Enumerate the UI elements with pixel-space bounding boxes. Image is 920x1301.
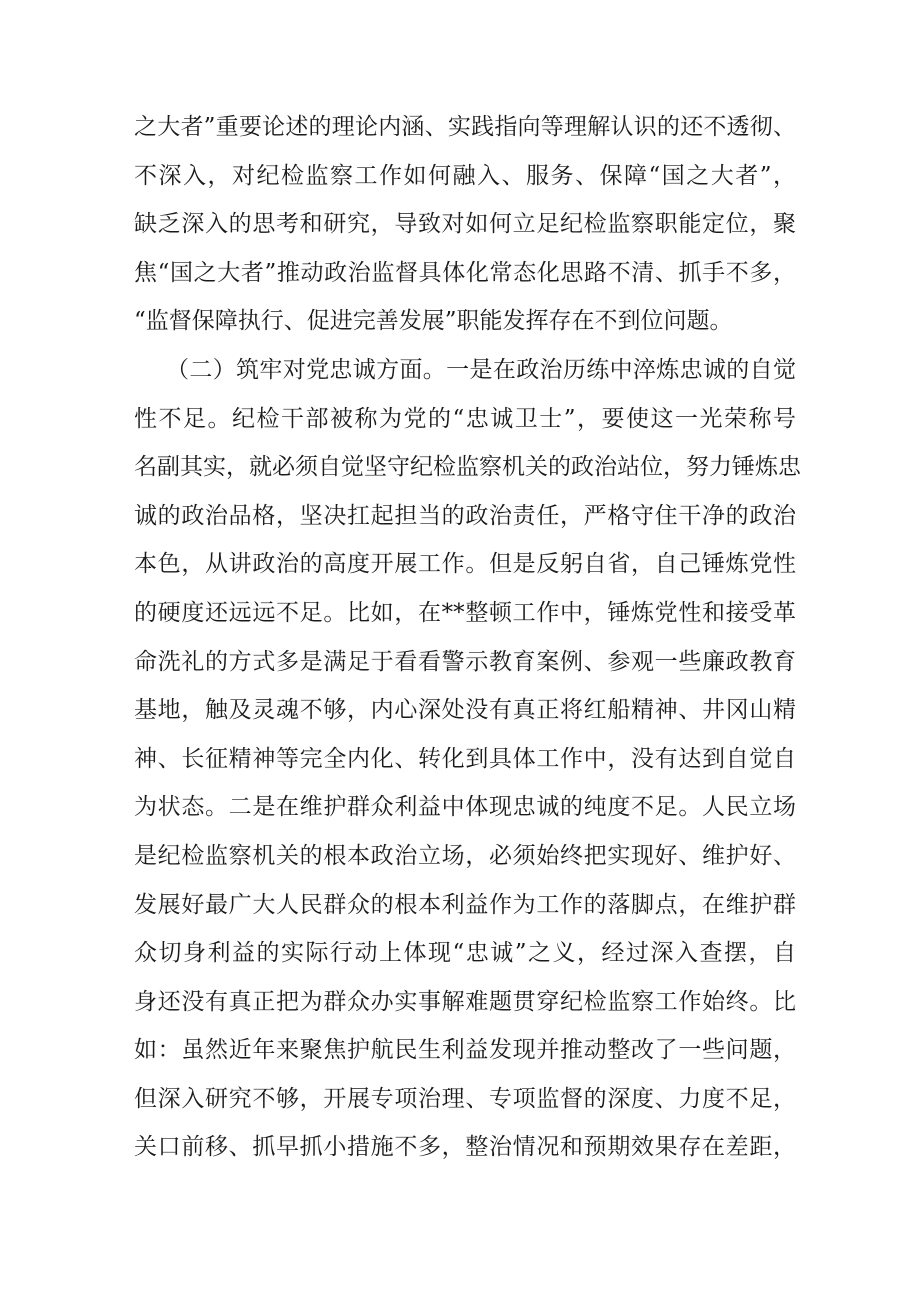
text-line: 名副其实，就必须自觉坚守纪检监察机关的政治站位，努力锤炼忠 [134, 454, 801, 481]
text-line: 是纪检监察机关的根本政治立场，必须始终把实现好、维护好、 [134, 842, 796, 869]
text-line: 焦“国之大者”推动政治监督具体化常态化思路不清、抓手不多， [134, 259, 796, 286]
text-line: 为状态。二是在维护群众利益中体现忠诚的纯度不足。人民立场 [134, 794, 796, 821]
text-line: 发展好最广大人民群众的根本利益作为工作的落脚点，在维护群 [134, 891, 796, 918]
text-line: 缺乏深入的思考和研究，导致对如何立足纪检监察职能定位，聚 [134, 211, 796, 238]
section-heading-line: （二）筑牢对党忠诚方面。一是在政治历练中淬炼忠诚的自觉 [166, 356, 796, 383]
text-line: 诚的政治品格，坚决扛起担当的政治责任，严格守住干净的政治 [134, 502, 796, 529]
text-line: 身还没有真正把为群众办实事解难题贯穿纪检监察工作始终。比 [134, 988, 796, 1015]
text-line: 基地，触及灵魂不够，内心深处没有真正将红船精神、井冈山精 [134, 697, 796, 724]
text-line: 性不足。纪检干部被称为党的“忠诚卫士”，要使这一光荣称号 [134, 405, 796, 432]
text-line: 本色，从讲政治的高度开展工作。但是反躬自省，自己锤炼党性 [134, 551, 796, 578]
text-line: 神、长征精神等完全内化、转化到具体工作中，没有达到自觉自 [134, 745, 796, 772]
text-line: “监督保障执行、促进完善发展”职能发挥存在不到位问题。 [134, 308, 733, 335]
text-line: 但深入研究不够，开展专项治理、专项监督的深度、力度不足， [134, 1085, 796, 1112]
text-line: 命洗礼的方式多是满足于看看警示教育案例、参观一些廉政教育 [134, 648, 796, 675]
text-line: 不深入，对纪检监察工作如何融入、服务、保障“国之大者”， [134, 162, 796, 189]
text-line: 的硬度还远远不足。比如，在**整顿工作中，锤炼党性和接受革 [134, 599, 796, 626]
body-text [134, 103, 801, 1172]
text-line: 之大者”重要论述的理论内涵、实践指向等理解认识的还不透彻、 [134, 114, 796, 140]
text-line: 众切身利益的实际行动上体现“忠诚”之义，经过深入查摆，自 [134, 940, 796, 967]
text-line: 关口前移、抓早抓小措施不多，整治情况和预期效果存在差距， [134, 1134, 796, 1161]
text-line: 如：虽然近年来聚焦护航民生利益发现并推动整改了一些问题， [134, 1037, 796, 1064]
